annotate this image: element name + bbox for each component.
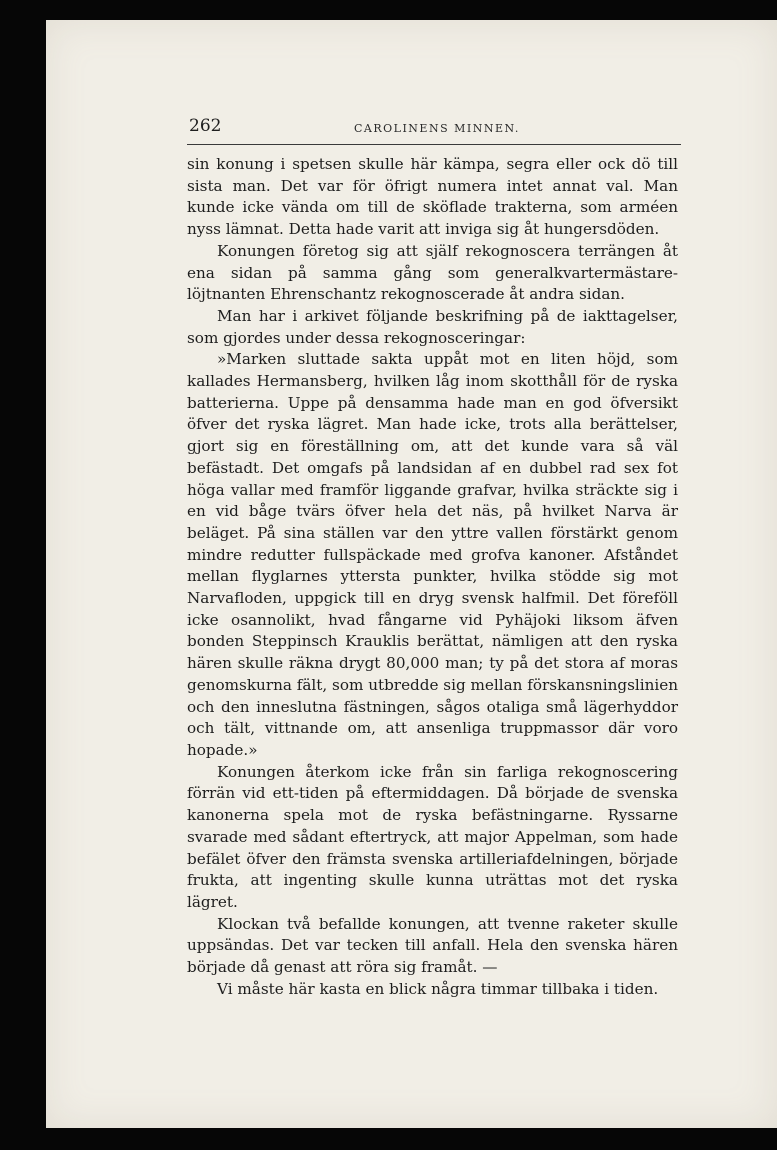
paragraph: sin konung i spetsen skulle här kämpa, segra eller ock dö till sista man. Det var för öfrigt numera intet annat val. Man kunde icke vända om till de sköflade trakterna, som arméen nyss lämnat. Detta hade varit att inviga sig åt hungersdöden. [187,155,678,239]
paragraph: Konungen återkom icke från sin farliga rekognoscering förrän vid ett-tiden på eftermiddagen. Då började de svenska kanonerna spela mot de ryska befästningarne. Ryssarne svarade med sådant eftertryck, att major Appelman, som hade befälet öfver den främsta svenska artilleriafdelningen, började frukta, att ingenting skulle kunna uträttas mot det ryska lägret. [187,762,678,911]
paragraph: Konungen företog sig att själf rekognoscera terrängen åt ena sidan på samma gång som generalkvartermästare-löjtnanten Ehrenschantz rekognoscerade åt andra sidan. [187,241,678,304]
quoted-paragraph: »Marken sluttade sakta uppåt mot en liten höjd, som kallades Hermansberg, hvilken låg inom skotthåll för de ryska batterierna. Uppe på densamma hade man en god öfversikt öfver det ryska lägret. Man hade icke, trots alla berättelser, gjort sig en föreställning om, att det kunde vara så väl befästadt. Det omgafs på landsidan af en dubbel rad sex fot höga vallar med framför liggande grafvar, hvilka sträckte sig i en vid båge tvärs öfver hela det näs, på hvilket Narva är beläget. På sina ställen var den yttre vallen förstärkt genom mindre redutter fullspäckade med grofva kanoner. Afståndet mellan flyglarnes yttersta punkter, hvilka stödde sig mot Narvafloden, uppgick till en dryg svensk halfmil. Det föreföll icke osannolikt, hvad fångarne vid Pyhäjoki liksom äfven bonden Steppinsch Krauklis berättat, nämligen att den ryska hären skulle räkna drygt 80,000 man; ty på det stora af moras genomskurna fält, som utbredde sig mellan förskansningslinien och den inneslutna fästningen, sågos otaliga små lägerhyddor och tält, vittnande om, att ansenliga truppmassor där voro hopade.» [187,350,678,759]
running-head: CAROLINENS MINNEN. [354,122,520,135]
paragraph: Klockan två befallde konungen, att tvenne raketer skulle uppsändas. Det var tecken till anfall. Hela den svenska hären började då genast att röra sig framåt. — [187,914,678,977]
page-header [187,116,681,145]
paragraph: Man har i arkivet följande beskrifning på de iakttagelser, som gjordes under dessa rekognosceringar: [187,306,678,347]
paragraph: Vi måste här kasta en blick några timmar tillbaka i tiden. [217,979,659,998]
body-text [187,154,678,1000]
page-number: 262 [189,116,222,136]
